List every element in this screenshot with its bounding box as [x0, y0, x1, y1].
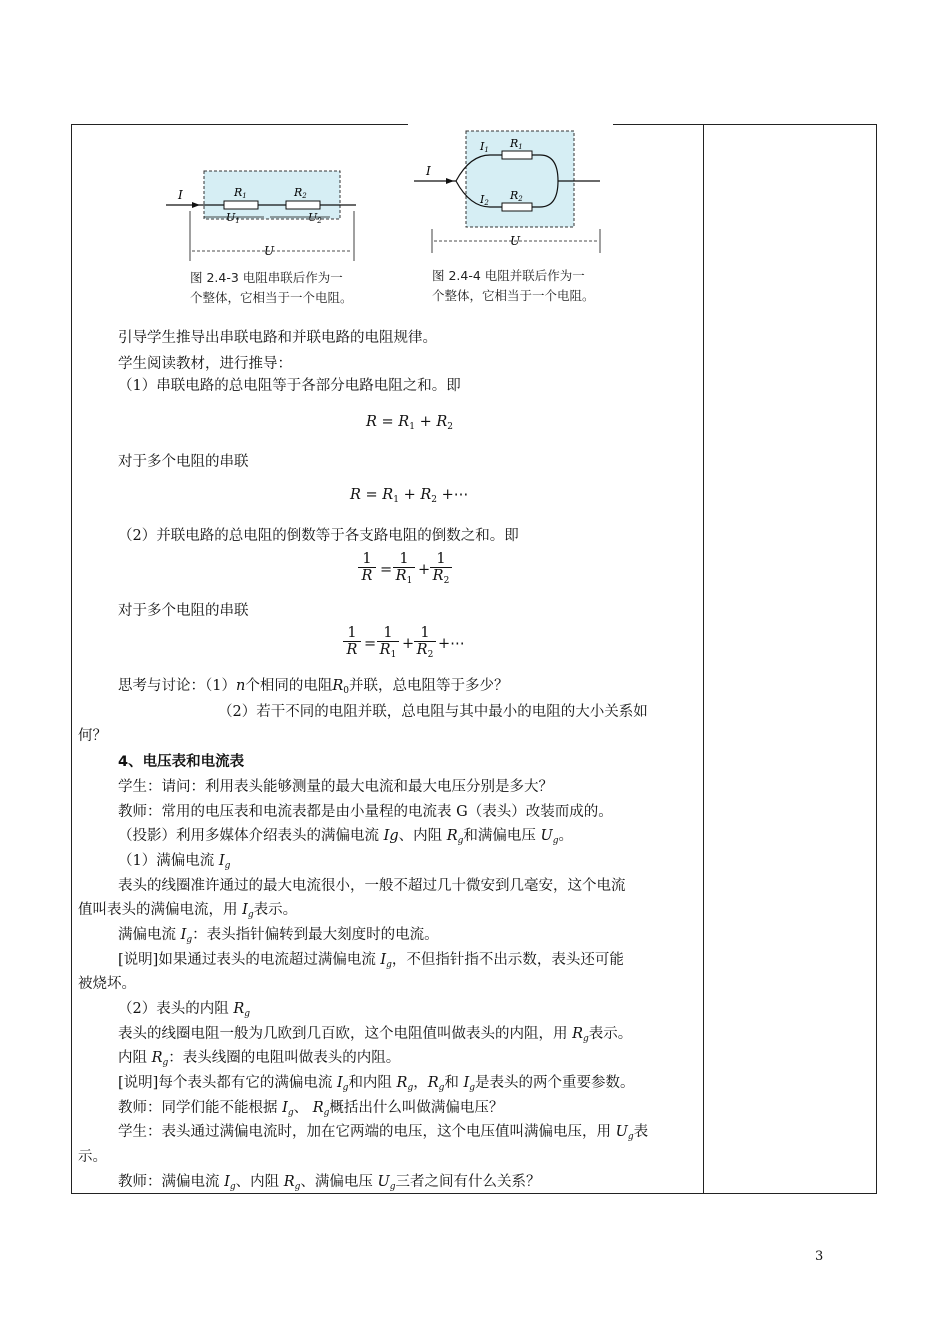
- text-line: [说明]每个表头都有它的满偏电流 $I_g$和内阻 $R_g$，$R_g$和 $I_g$是表头的两个重要参数。: [118, 1075, 635, 1093]
- series-caption: 图 2.4-3 电阻串联后作为一 个整体，它相当于一个电阻。: [190, 270, 353, 305]
- fraction-1-over-R: $\frac{1}{R}$: [343, 625, 361, 658]
- text-line: 学生：表头通过满偏电流时，加在它两端的电压，这个电压值叫满偏电压，用 $U_g$表: [118, 1124, 649, 1142]
- svg-text:U: U: [510, 234, 521, 248]
- text-line: （2）并联电路的总电阻的倒数等于各支路电阻的倒数之和。即: [118, 528, 519, 544]
- resistor-r2: [502, 203, 532, 211]
- svg-text:I: I: [426, 164, 431, 178]
- text-line: [说明]如果通过表头的电流超过满偏电流 $I_g$，不但指针指不出示数，表头还可能: [118, 952, 624, 970]
- text-line: （1）串联电路的总电阻等于各部分电路电阻之和。即: [118, 378, 461, 394]
- text-line: 示。: [78, 1149, 107, 1165]
- series-dashed-box: [204, 171, 340, 219]
- svg-text:I1: I1: [480, 140, 489, 154]
- fraction-1-over-R1: $\frac{1}{R_1}$: [393, 551, 415, 586]
- text-line: （2）若干不同的电阻并联，总电阻与其中最小的电阻的大小关系如: [218, 704, 648, 720]
- resistor-r1: [224, 201, 258, 209]
- parallel-circuit-figure: [410, 125, 610, 260]
- svg-text:R2: R2: [294, 186, 307, 200]
- text-line: 对于多个电阻的串联: [118, 454, 249, 470]
- text-line: （投影）利用多媒体介绍表头的满偏电流 Ig、内阻 $R_g$和满偏电压 $U_g$。: [118, 828, 574, 846]
- equation-series: $R = R_1 + R_2$: [366, 414, 453, 432]
- text-line: 教师：常用的电压表和电流表都是由小量程的电流表 G（表头）改装而成的。: [118, 804, 613, 820]
- series-circuit-figure: [160, 165, 370, 270]
- text-line: 何？: [78, 728, 107, 744]
- svg-text:U2: U2: [308, 211, 322, 225]
- fraction-1-over-R1: $\frac{1}{R_1}$: [377, 625, 399, 660]
- plus-sign: +: [418, 562, 431, 578]
- text-line: （1）满偏电流 $I_g$: [118, 853, 231, 871]
- svg-text:R1: R1: [234, 186, 247, 200]
- svg-text:U: U: [264, 244, 275, 258]
- text-line: 思考与讨论：（1）n个相同的电阻$R_0$并联，总电阻等于多少？: [118, 678, 509, 696]
- text-line: 学生：请问：利用表头能够测量的最大电流和最大电压分别是多大？: [118, 779, 553, 795]
- text-line: 引导学生推导出串联电路和并联电路的电阻规律。: [118, 330, 437, 346]
- equals-sign: =: [364, 636, 377, 652]
- plus-sign: +: [402, 636, 415, 652]
- equals-sign: =: [380, 562, 393, 578]
- text-line: 学生阅读教材，进行推导：: [118, 356, 292, 372]
- svg-text:R1: R1: [510, 137, 523, 151]
- page-number: 3: [815, 1249, 824, 1264]
- text-line: 满偏电流 $I_g$：表头指针偏转到最大刻度时的电流。: [118, 927, 439, 945]
- text-line: 教师：同学们能不能根据 $I_g$、 $R_g$概括出什么叫做满偏电压？: [118, 1100, 504, 1118]
- text-line: （2）表头的内阻 $R_g$: [118, 1001, 251, 1019]
- resistor-r2: [286, 201, 320, 209]
- label-I: I: [178, 188, 183, 202]
- text-line: 对于多个电阻的串联: [118, 603, 249, 619]
- svg-text:I2: I2: [480, 193, 489, 207]
- text-line: 值叫表头的满偏电流，用 $I_g$表示。: [78, 902, 298, 920]
- text-line: 内阻 $R_g$：表头线圈的电阻叫做表头的内阻。: [118, 1050, 401, 1068]
- svg-text:U1: U1: [226, 211, 240, 225]
- svg-text:R2: R2: [510, 189, 523, 203]
- text-line: 表头的线圈准许通过的最大电流很小，一般不超过几十微安到几毫安，这个电流: [118, 878, 626, 894]
- section-heading: 4、电压表和电流表: [118, 754, 245, 770]
- text-line: 表头的线圈电阻一般为几欧到几百欧，这个电阻值叫做表头的内阻，用 $R_g$表示。: [118, 1026, 633, 1044]
- text-line: 被烧坏。: [78, 976, 136, 992]
- resistor-r1: [502, 151, 532, 159]
- equation-series-many: $R = R_1 + R_2$ +⋯: [350, 487, 469, 505]
- plus-dots: +⋯: [438, 636, 465, 652]
- text-line: 教师：满偏电流 $I_g$、内阻 $R_g$、满偏电压 $U_g$三者之间有什么关系？: [118, 1174, 541, 1192]
- fraction-1-over-R2: $\frac{1}{R_2}$: [430, 551, 452, 586]
- fraction-1-over-R: $\frac{1}{R}$: [358, 551, 376, 584]
- fraction-1-over-R2: $\frac{1}{R_2}$: [414, 625, 436, 660]
- parallel-caption: 图 2.4-4 电阻并联后作为一 个整体，它相当于一个电阻。: [432, 268, 595, 303]
